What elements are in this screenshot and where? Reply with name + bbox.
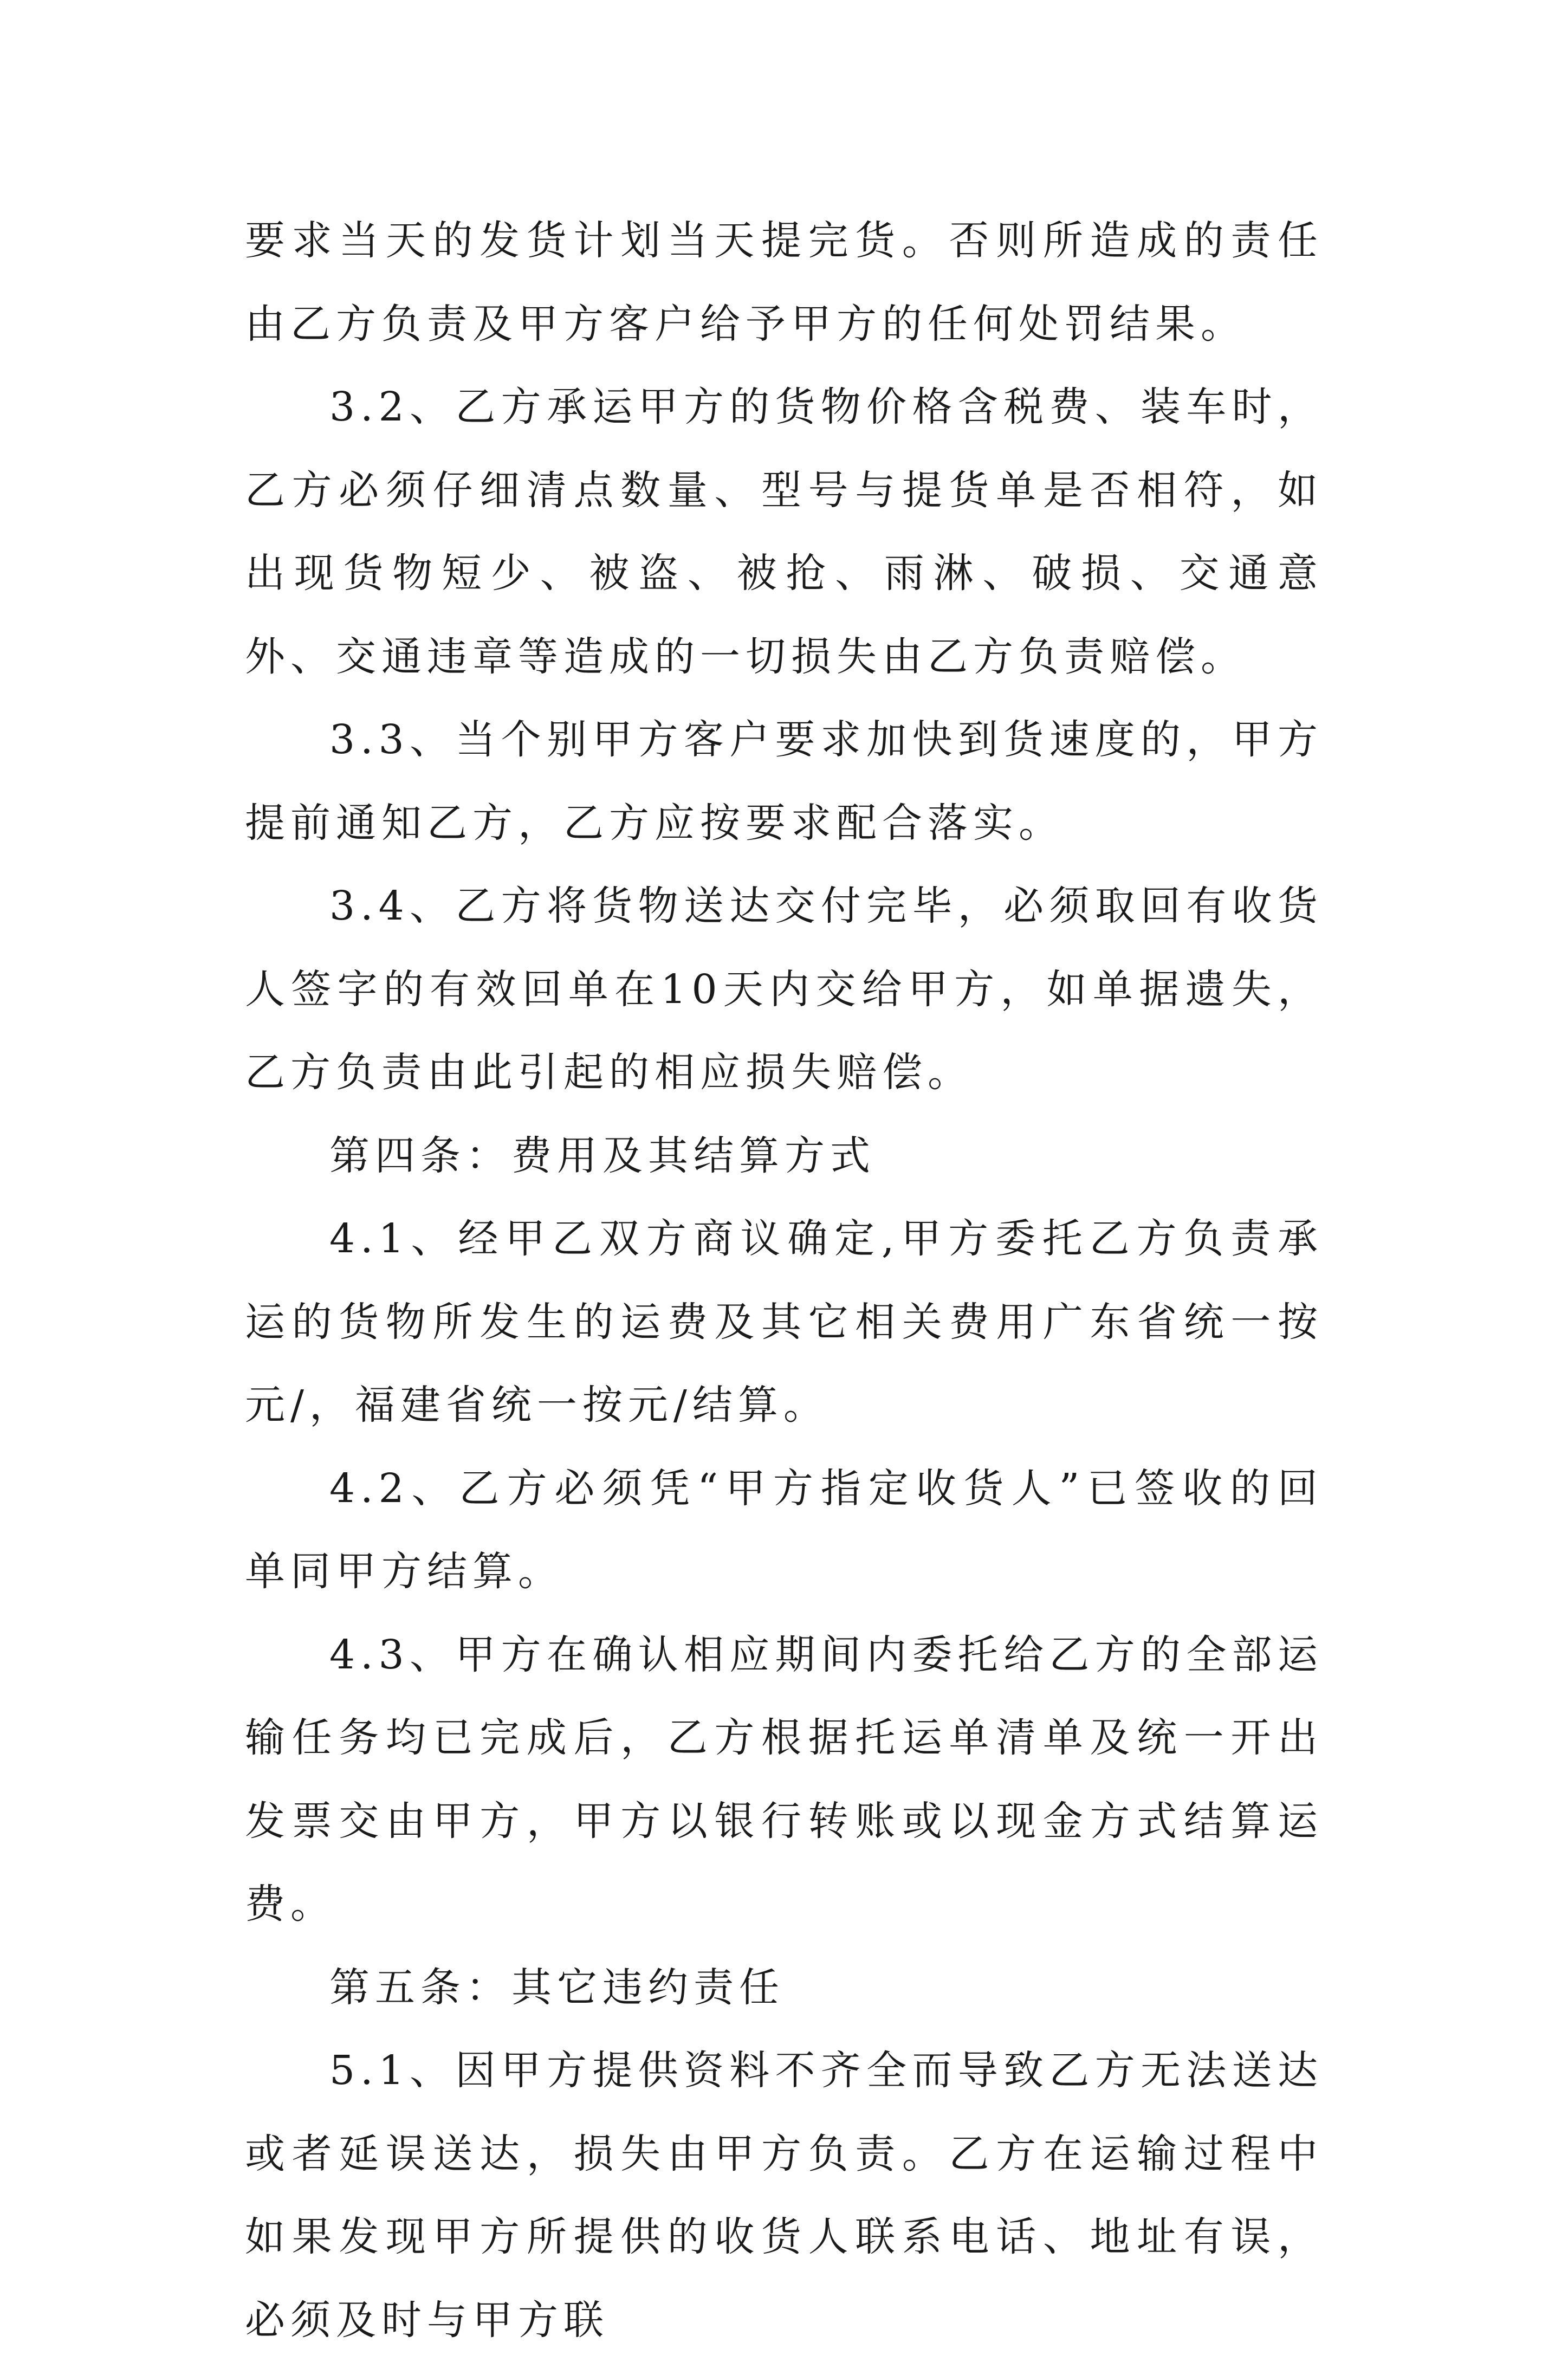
article-5-heading: 第五条：其它违约责任 [329, 1964, 785, 2011]
paragraph-continuation: 要求当天的发货计划当天提完货。否则所造成的责任由乙方负责及甲方客户给予甲方的任何处罚结果。 [245, 217, 1323, 347]
clause-3-2: 3.2、乙方承运甲方的货物价格含税费、装车时，乙方必须仔细清点数量、型号与提货单是否相符，如出现货物短少、被盗、被抢、雨淋、破损、交通意外、交通违章等造成的一切损失由乙方负责赔偿。 [245, 384, 1323, 680]
clause-3-3: 3.3、当个别甲方客户要求加快到货速度的，甲方提前通知乙方，乙方应按要求配合落实。 [245, 716, 1323, 846]
clause-4-2: 4.2、乙方必须凭“甲方指定收货人”已签收的回单同甲方结算。 [245, 1465, 1323, 1595]
clause-5-1: 5.1、因甲方提供资料不齐全而导致乙方无法送达或者延误送达，损失由甲方负责。乙方在运输过程中如果发现甲方所提供的收货人联系电话、地址有误，必须及时与甲方联 [245, 2047, 1323, 2344]
clause-4-1: 4.1、经甲乙双方商议确定,甲方委托乙方负责承运的货物所发生的运费及其它相关费用广东省统一按元/，福建省统一按元/结算。 [245, 1215, 1323, 1428]
clause-3-4: 3.4、乙方将货物送达交付完毕，必须取回有收货人签字的有效回单在10天内交给甲方，如单据遗失，乙方负责由此引起的相应损失赔偿。 [245, 883, 1323, 1096]
document-body [245, 199, 1323, 2362]
clause-4-3: 4.3、甲方在确认相应期间内委托给乙方的全部运输任务均已完成后，乙方根据托运单清单及统一开出发票交由甲方，甲方以银行转账或以现金方式结算运费。 [245, 1631, 1323, 1927]
article-4-heading: 第四条：费用及其结算方式 [329, 1132, 876, 1179]
